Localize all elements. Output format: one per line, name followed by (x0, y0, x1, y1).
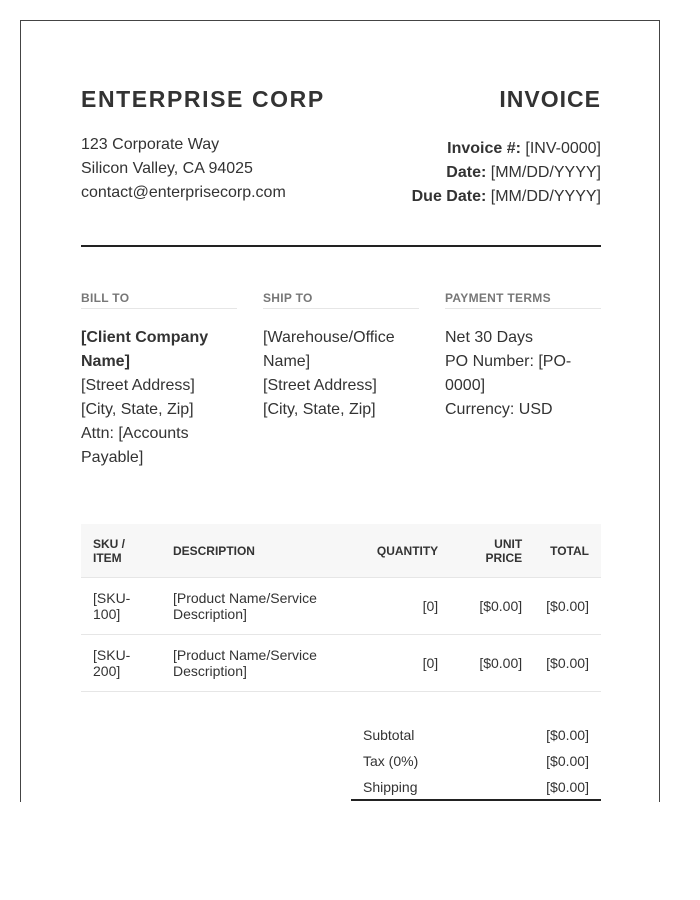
bill-to-city: [City, State, Zip] (81, 401, 194, 418)
table-row (81, 635, 601, 692)
ship-to-city: [City, State, Zip] (263, 401, 376, 418)
subtotal-value: [$0.00] (546, 727, 589, 743)
po-number: PO Number: [PO-0000] (445, 353, 572, 394)
ship-to-street: [Street Address] (263, 377, 377, 394)
invoice-date-label: Date: (446, 164, 487, 181)
company-email: contact@enterprisecorp.com (81, 184, 286, 201)
row-total: [$0.00] (534, 635, 601, 692)
header-unit-price: UNIT PRICE (450, 524, 534, 578)
row-description: [Product Name/Service Description] (161, 635, 340, 692)
payment-terms-heading: PAYMENT TERMS (445, 291, 601, 309)
row-sku: [SKU-100] (81, 578, 161, 635)
bill-to-attn: Attn: [Accounts Payable] (81, 425, 189, 466)
invoice-number (412, 137, 601, 161)
tax-row (351, 748, 601, 774)
invoice-sheet (20, 20, 660, 802)
subtotal-row (351, 722, 601, 748)
bill-to-company: [Client Company Name] (81, 329, 209, 370)
row-description: [Product Name/Service Description] (161, 578, 340, 635)
company-address-line2: Silicon Valley, CA 94025 (81, 160, 253, 177)
invoice-number-label: Invoice #: (447, 140, 521, 157)
row-quantity: [0] (340, 578, 450, 635)
table-row (81, 578, 601, 635)
subtotal-label: Subtotal (363, 727, 415, 743)
tax-value: [$0.00] (546, 753, 589, 769)
shipping-label: Shipping (363, 779, 418, 795)
header-quantity: QUANTITY (340, 524, 450, 578)
company-address (81, 133, 286, 205)
line-items-table (81, 524, 601, 692)
row-sku: [SKU-200] (81, 635, 161, 692)
header-description: DESCRIPTION (161, 524, 340, 578)
shipping-row (351, 774, 601, 800)
header-divider (81, 245, 601, 247)
row-total: [$0.00] (534, 578, 601, 635)
row-unit-price: [$0.00] (450, 635, 534, 692)
invoice-due-value: [MM/DD/YYYY] (490, 188, 601, 205)
totals-section (351, 722, 601, 801)
row-unit-price: [$0.00] (450, 578, 534, 635)
invoice-date (412, 161, 601, 185)
invoice-meta (412, 137, 601, 209)
payment-terms-section (445, 291, 601, 422)
invoice-due-date (412, 185, 601, 209)
company-address-line1: 123 Corporate Way (81, 136, 220, 153)
ship-to-name: [Warehouse/Office Name] (263, 329, 395, 370)
invoice-date-value: [MM/DD/YYYY] (490, 164, 601, 181)
header-sku: SKU / ITEM (81, 524, 161, 578)
tax-label: Tax (0%) (363, 753, 419, 769)
currency: Currency: USD (445, 401, 553, 418)
invoice-title: INVOICE (499, 86, 601, 112)
invoice-number-value: [INV-0000] (525, 140, 601, 157)
row-quantity: [0] (340, 635, 450, 692)
shipping-value: [$0.00] (546, 779, 589, 795)
ship-to-heading: SHIP TO (263, 291, 419, 309)
bill-to-section (81, 291, 237, 470)
bill-to-heading: BILL TO (81, 291, 237, 309)
invoice-due-label: Due Date: (411, 188, 487, 205)
table-header-row (81, 524, 601, 578)
ship-to-section (263, 291, 419, 422)
company-name: ENTERPRISE CORP (81, 86, 325, 112)
header-total: TOTAL (534, 524, 601, 578)
payment-terms-value: Net 30 Days (445, 329, 534, 346)
bill-to-street: [Street Address] (81, 377, 195, 394)
